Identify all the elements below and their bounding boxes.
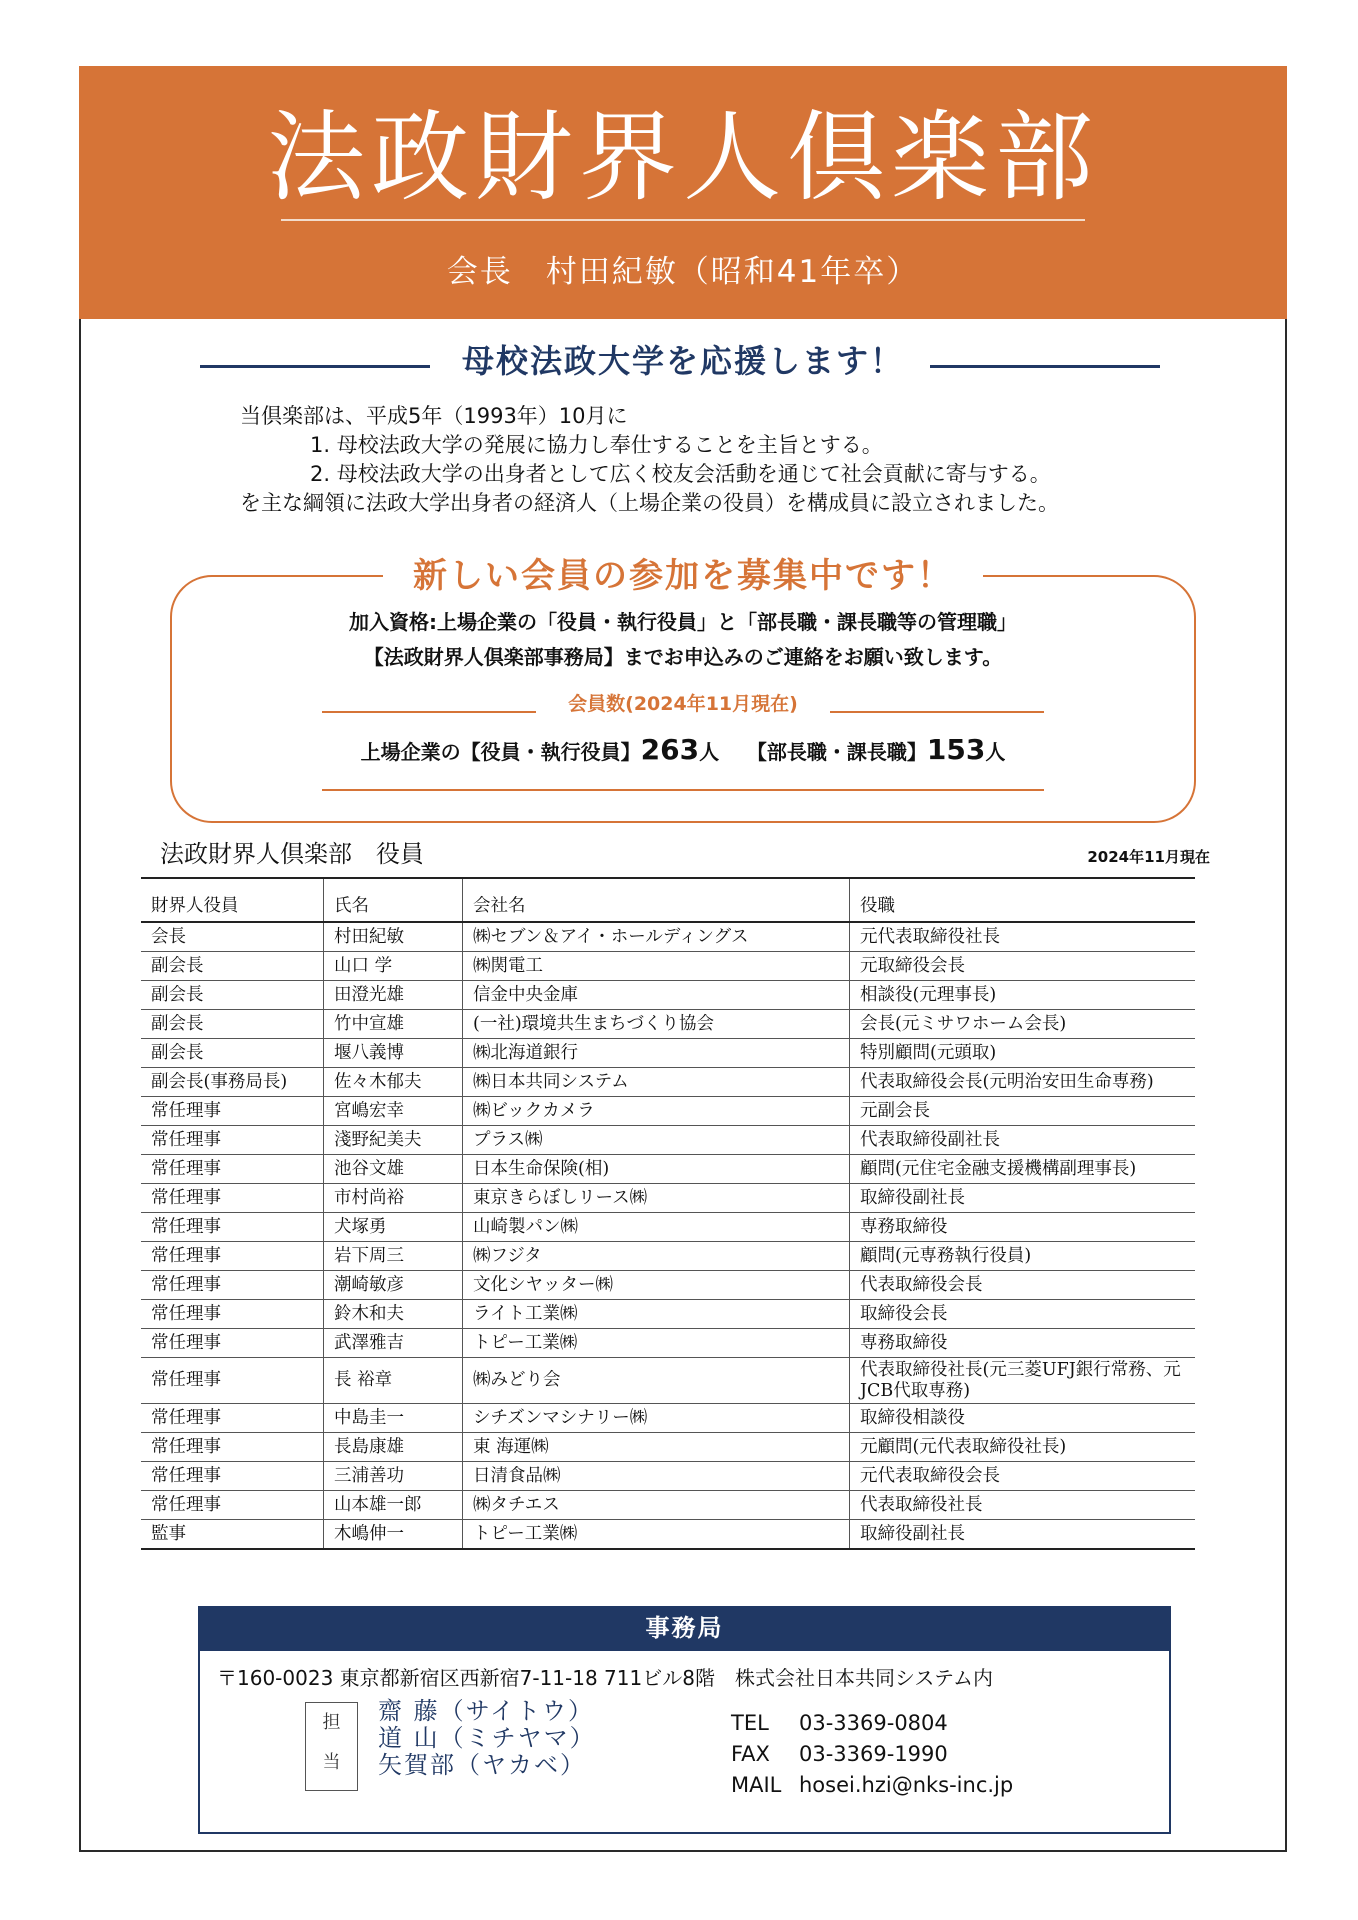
table-row [141,1155,1195,1184]
officers-title: 法政財界人倶楽部 役員 [160,840,424,868]
position-cell: 副会長 [141,952,324,981]
name-cell: 堰八義博 [324,1039,463,1068]
intro-line: 2. 母校法政大学の出身者として広く校友会活動を通じて社会貢献に寄与する。 [310,462,1051,486]
position-cell: 常任理事 [141,1184,324,1213]
count-mid: 【部長職・課長職】 [746,740,927,764]
label-char: 担 [322,1712,341,1733]
table-row [141,952,1195,981]
position-cell: 常任理事 [141,1271,324,1300]
position-cell: 常任理事 [141,1433,324,1462]
company-cell: トピー工業㈱ [463,1329,850,1358]
name-cell: 長島康雄 [324,1433,463,1462]
title-cell: 元顧問(元代表取締役社長) [850,1433,1196,1462]
as-of-date: 2024年11月現在 [1087,848,1210,866]
member-count-row [170,733,1196,769]
company-cell: ㈱日本共同システム [463,1068,850,1097]
title-cell: 取締役相談役 [850,1404,1196,1433]
contact-details [731,1708,1013,1801]
position-cell: 常任理事 [141,1300,324,1329]
name-cell: 佐々木郁夫 [324,1068,463,1097]
title-cell: 取締役会長 [850,1300,1196,1329]
position-cell: 常任理事 [141,1462,324,1491]
title-cell: 特別顧問(元頭取) [850,1039,1196,1068]
title-cell: 代表取締役会長(元明治安田生命専務) [850,1068,1196,1097]
title-cell: 取締役副社長 [850,1520,1196,1550]
tel-number[interactable]: 03-3369-0804 [799,1711,948,1735]
company-cell: 山崎製パン㈱ [463,1213,850,1242]
contact-person: 矢賀部（ヤカベ） [378,1751,586,1779]
name-cell: 岩下周三 [324,1242,463,1271]
position-cell: 常任理事 [141,1155,324,1184]
table-row [141,1097,1195,1126]
intro-text [240,402,1059,518]
position-cell: 副会長 [141,1039,324,1068]
title-cell: 相談役(元理事長) [850,981,1196,1010]
name-cell: 武澤雅吉 [324,1329,463,1358]
position-cell: 監事 [141,1520,324,1550]
title-cell: 元取締役会長 [850,952,1196,981]
table-row [141,1213,1195,1242]
table-row [141,1433,1195,1462]
mail-address[interactable]: hosei.hzi@nks-inc.jp [799,1773,1014,1797]
position-cell: 会長 [141,922,324,952]
column-header: 役職 [850,878,1196,922]
title-cell: 代表取締役社長 [850,1491,1196,1520]
name-cell: 犬塚勇 [324,1213,463,1242]
intro-line: を主な綱領に法政大学出身者の経済人（上場企業の役員）を構成員に設立されました。 [240,491,1059,515]
table-row [141,1010,1195,1039]
table-header-row [141,878,1195,922]
company-cell: ㈱みどり会 [463,1358,850,1404]
name-cell: 村田紀敏 [324,922,463,952]
name-cell: 田澄光雄 [324,981,463,1010]
position-cell: 常任理事 [141,1358,324,1404]
fax-number: 03-3369-1990 [799,1742,948,1766]
position-cell: 常任理事 [141,1213,324,1242]
table-row [141,922,1195,952]
office-address: 〒160-0023 東京都新宿区西新宿7-11-18 711ビル8階 株式会社日本共同システム内 [217,1666,993,1690]
name-cell: 市村尚裕 [324,1184,463,1213]
company-cell: 日清食品㈱ [463,1462,850,1491]
company-cell: 文化シヤッター㈱ [463,1271,850,1300]
table-row [141,981,1195,1010]
position-cell: 常任理事 [141,1242,324,1271]
table-row [141,1404,1195,1433]
company-cell: プラス㈱ [463,1126,850,1155]
contact-people [378,1698,596,1779]
position-cell: 副会長 [141,1010,324,1039]
count-underline [322,789,1044,791]
table-row [141,1462,1195,1491]
column-header: 財界人役員 [141,878,324,922]
title-cell: 元副会長 [850,1097,1196,1126]
tel-label: TEL [731,1711,769,1735]
table-row [141,1491,1195,1520]
chairman-line: 会長 村田紀敏（昭和41年卒） [446,254,920,290]
fax-label: FAX [731,1742,770,1766]
title-cell: 顧問(元住宅金融支援機構副理事長) [850,1155,1196,1184]
contact-person-label [305,1702,358,1791]
name-cell: 淺野紀美夫 [324,1126,463,1155]
count-unit: 人 [699,740,720,764]
title-underline [281,219,1085,221]
mail-label: MAIL [731,1773,782,1797]
company-cell: ㈱北海道銀行 [463,1039,850,1068]
table-row [141,1329,1195,1358]
company-cell: ㈱フジタ [463,1242,850,1271]
title-cell: 代表取締役会長 [850,1271,1196,1300]
company-cell: トピー工業㈱ [463,1520,850,1550]
company-cell: 日本生命保険(相) [463,1155,850,1184]
position-cell: 常任理事 [141,1404,324,1433]
company-cell: ㈱セブン＆アイ・ホールディングス [463,922,850,952]
contact-person: 齋 藤（サイトウ） [378,1697,594,1725]
column-header: 会社名 [463,878,850,922]
name-cell: 木嶋伸一 [324,1520,463,1550]
company-cell: 信金中央金庫 [463,981,850,1010]
company-cell: ㈱ビックカメラ [463,1097,850,1126]
table-row [141,1126,1195,1155]
eligibility-text: 加入資格:上場企業の「役員・執行役員」と「部長職・課長職等の管理職」 [349,610,1017,634]
company-cell: (一社)環境共生まちづくり協会 [463,1010,850,1039]
table-row [141,1184,1195,1213]
position-cell: 常任理事 [141,1491,324,1520]
recruit-heading: 新しい会員の参加を募集中です！ [383,553,983,599]
position-cell: 常任理事 [141,1329,324,1358]
company-cell: ㈱関電工 [463,952,850,981]
office-heading: 事務局 [198,1606,1171,1651]
title-cell: 取締役副社長 [850,1184,1196,1213]
name-cell: 山本雄一郎 [324,1491,463,1520]
manager-count: 153 [926,733,986,766]
count-unit: 人 [985,740,1006,764]
company-cell: 東京きらぼしリース㈱ [463,1184,850,1213]
name-cell: 池谷文雄 [324,1155,463,1184]
name-cell: 山口 学 [324,952,463,981]
title-cell: 専務取締役 [850,1329,1196,1358]
intro-line: 1. 母校法政大学の発展に協力し奉仕することを主旨とする。 [310,433,883,457]
intro-line: 当倶楽部は、平成5年（1993年）10月に [240,404,628,428]
title-cell: 代表取締役副社長 [850,1126,1196,1155]
title-cell: 元代表取締役社長 [850,922,1196,952]
position-cell: 副会長(事務局長) [141,1068,324,1097]
contact-person: 道 山（ミチヤマ） [378,1724,596,1752]
position-cell: 副会長 [141,981,324,1010]
position-cell: 常任理事 [141,1126,324,1155]
company-cell: 東 海運㈱ [463,1433,850,1462]
officers-table [141,877,1195,1550]
company-cell: ㈱タチエス [463,1491,850,1520]
club-title: 法政財界人倶楽部 [266,101,1099,215]
title-cell: 専務取締役 [850,1213,1196,1242]
member-count-caption: 会員数(2024年11月現在) [568,693,798,715]
name-cell: 潮崎敏彦 [324,1271,463,1300]
name-cell: 三浦善功 [324,1462,463,1491]
name-cell: 宮嶋宏幸 [324,1097,463,1126]
application-text: 【法政財界人倶楽部事務局】までお申込みのご連絡をお願い致します。 [363,645,1003,669]
name-cell: 鈴木和夫 [324,1300,463,1329]
table-row [141,1300,1195,1329]
label-char: 当 [322,1752,341,1773]
table-row [141,1358,1195,1404]
officer-count: 263 [640,733,700,766]
table-row [141,1039,1195,1068]
name-cell: 長 裕章 [324,1358,463,1404]
title-cell: 元代表取締役会長 [850,1462,1196,1491]
table-row [141,1242,1195,1271]
count-prefix: 上場企業の【役員・執行役員】 [360,740,641,764]
title-cell: 会長(元ミサワホーム会長) [850,1010,1196,1039]
table-row [141,1271,1195,1300]
column-header: 氏名 [324,878,463,922]
table-row [141,1068,1195,1097]
company-cell: ライト工業㈱ [463,1300,850,1329]
support-heading: 母校法政大学を応援します！ [461,342,904,380]
title-cell: 代表取締役社長(元三菱UFJ銀行常務、元JCB代取専務) [850,1358,1196,1404]
table-row [141,1520,1195,1550]
position-cell: 常任理事 [141,1097,324,1126]
name-cell: 中島圭一 [324,1404,463,1433]
name-cell: 竹中宣雄 [324,1010,463,1039]
title-cell: 顧問(元専務執行役員) [850,1242,1196,1271]
company-cell: シチズンマシナリー㈱ [463,1404,850,1433]
